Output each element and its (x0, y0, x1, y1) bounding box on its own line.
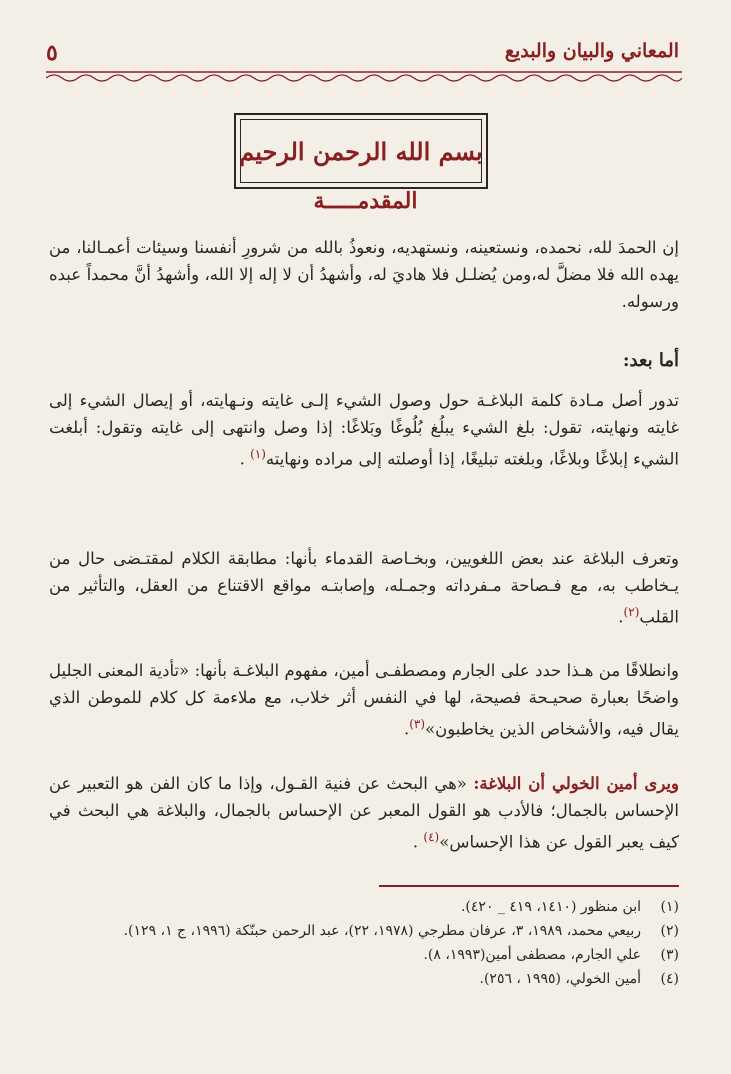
introduction-heading: المقدمـــــة (313, 188, 418, 214)
footnote-text: ربيعي محمد، ١٩٨٩، ٣، عرفان مطرجي (١٩٧٨، ٢٢)، عبد الرحمن حبنّكة (١٩٩٦، ج ١، ١٢٩). (123, 923, 641, 939)
paragraph-definition-linguistic: تدور أصل مـادة كلمة البلاغـة حول وصول الشيء إلـى غايته ونـهايته، أو إيصال الشيء إلى غايته ونهايته، تقول: بلغ الشيء يبلُغ بُلُوغًا وبَلاغًا: إذا وصل وانتهى إلى غايته وتقول: أبلغت الشيء إبلاغًا وبلاغًا، وبلغته تبليغًا، إذا أوصلته إلى مراده ونهايته$^{(١)}$ . (49, 391, 679, 469)
basmala-frame (234, 113, 488, 189)
footnote-ref-4: (٤) (423, 830, 440, 844)
footnote-number: (٤) (660, 971, 679, 987)
footnote-item (49, 967, 679, 991)
paragraph-text: وانطلاقًا من هـذا حدد على الجارم ومصطفـى أمين، مفهوم البلاغـة بأنها: «تأدية المعنى الجليل واضحًا بعبارة صحيـحة فصيحة، لها في النفس أثر خلاب، مع ملاءمة كل كلام للموطن الذي يقال فيه، والأشخاص الذين يخاطبون» (49, 661, 679, 739)
emphasized-lead: ويرى أمين الخولي أن البلاغة: (473, 774, 679, 793)
footnote-text: ابن منظور (١٤١٠، ٤١٩ _ ٤٢٠). (460, 899, 641, 915)
footnotes-list (49, 895, 679, 991)
paragraph-text: «هي البحث عن فنية القـول، وإذا ما كان الفن هو التعبير عن الإحساس بالجمال؛ فالأدب هو القول المعبر عن الإحساس بالجمال، والبلاغة هي البحث في كيف يعبر القول عن هذا الإحساس» (49, 774, 679, 852)
footnote-item (49, 943, 679, 967)
basmala: بسم الله الرحمن الرحيم (239, 136, 483, 166)
footnote-number: (٢) (660, 923, 679, 939)
paragraph-text: وتعرف البلاغة عند بعض اللغويين، وبخـاصة القدماء بأنها: مطابقة الكلام لمقتـضى حال من يـخاطب به، مع فـصاحة مـفرداته وجمـله، وإصابتـه مواقع الاقتناع من العقل، والتأثير من القلب (49, 549, 679, 627)
paragraph-definition-classical: وتعرف البلاغة عند بعض اللغويين، وبخـاصة القدماء بأنها: مطابقة الكلام لمقتـضى حال من يـخاطب به، مع فـصاحة مـفرداته وجمـله، وإصابتـه مواقع الاقتناع من العقل، والتأثير من القلب$^{(٢)}$. (49, 549, 679, 627)
footnote-item (49, 895, 679, 919)
header-ornament-border (46, 70, 682, 84)
footnote-ref-3: (٣) (409, 717, 426, 731)
amma-bad-heading: أما بعد: (622, 350, 679, 371)
footnote-number: (١) (660, 899, 679, 915)
footnote-number: (٣) (660, 947, 679, 963)
paragraph-opening: إن الحمدَ لله، نحمده، ونستعينه، ونستهديه، ونعوذُ بالله من شرورِ أنفسنا وسيئات أعمـالنا، من يهده الله فلا مضلَّ له،ومن يُضلـل فلا هاديَ له، وأشهدُ أن لا إله إلا الله، وأشهدُ أنَّ محمداً عبده ورسوله. (49, 238, 679, 311)
paragraph-definition-jarim: وانطلاقًا من هـذا حدد على الجارم ومصطفـى أمين، مفهوم البلاغـة بأنها: «تأدية المعنى الجليل واضحًا بعبارة صحيـحة فصيحة، لها في النفس أثر خلاب، مع ملاءمة كل كلام للموطن الذي يقال فيه، والأشخاص الذين يخاطبون»$^{(٣)}$. (49, 661, 679, 739)
footnote-text: أمين الخولي، (١٩٩٥ ، ٢٥٦). (479, 971, 641, 987)
footnote-ref-1: (١) (250, 447, 266, 461)
footnote-text: علي الجارم، مصطفى أمين(١٩٩٣، ٨). (423, 947, 641, 963)
paragraph-definition-khuli: ويرى أمين الخولي أن البلاغة: «هي البحث عن فنية القـول، وإذا ما كان الفن هو التعبير عن الإحساس بالجمال؛ فالأدب هو القول المعبر عن الإحساس بالجمال، والبلاغة هي البحث في كيف يعبر القول عن هذا الإحساس»$^{(٤)}$ . (49, 774, 679, 852)
page-number: ٥ (46, 40, 58, 66)
footnote-item (49, 919, 679, 943)
running-header-title: المعاني والبيان والبديع (504, 40, 679, 62)
paragraph-text: تدور أصل مـادة كلمة البلاغـة حول وصول الشيء إلـى غايته ونـهايته، أو إيصال الشيء إلى غايته ونهايته، تقول: بلغ الشيء يبلُغ بُلُوغًا وبَلاغًا: إذا وصل وانتهى إلى غايته وتقول: أبلغت الشيء إبلاغًا وبلاغًا، وبلغته تبليغًا، إذا أوصلته إلى مراده ونهايته (49, 391, 679, 469)
footnote-ref-2: (٢) (623, 605, 640, 619)
footnote-separator (379, 885, 679, 887)
